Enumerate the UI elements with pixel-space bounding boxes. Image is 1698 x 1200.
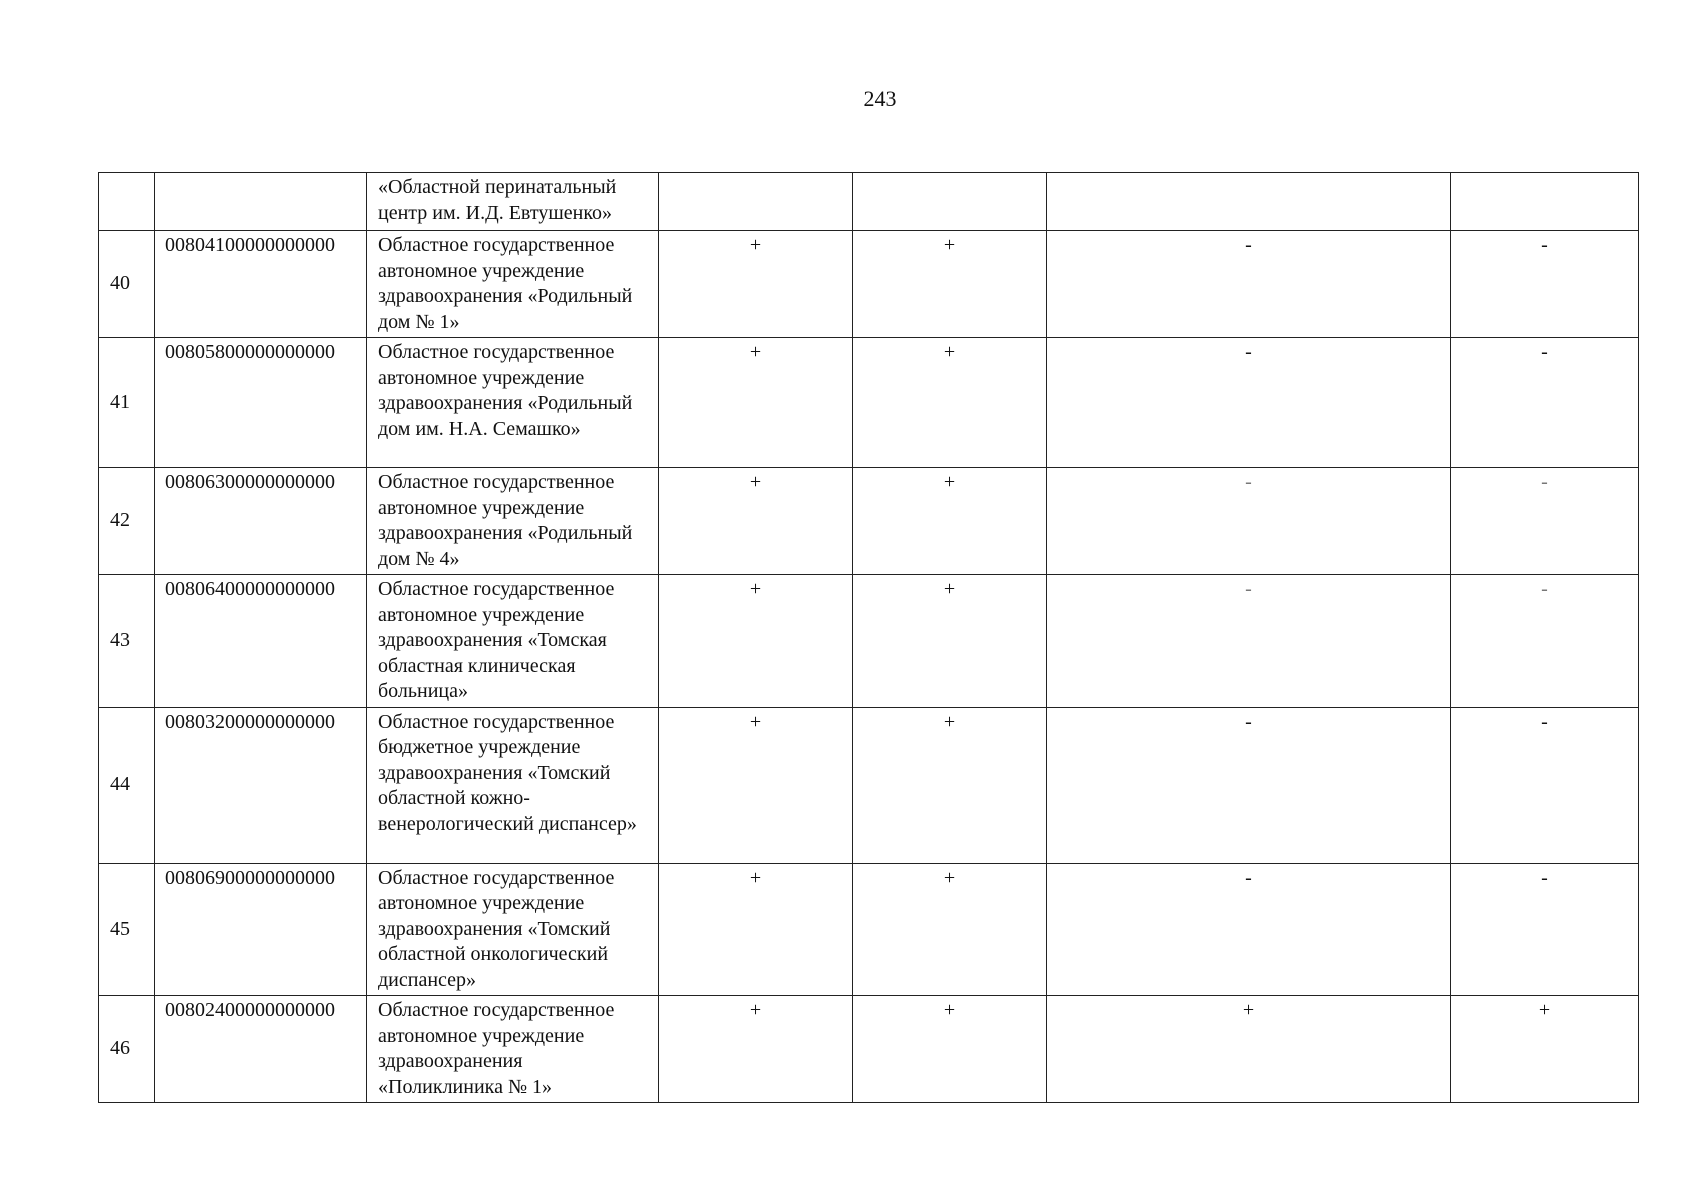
- row-mark-3: -: [1047, 338, 1451, 468]
- row-institution-name: Областное государственное автономное учреждение здравоохранения «Родильный дом № 1»: [367, 231, 659, 338]
- row-mark-1: +: [659, 863, 853, 996]
- row-code: 00806900000000000: [155, 863, 367, 996]
- row-mark-4: -: [1451, 863, 1639, 996]
- row-mark-1: +: [659, 996, 853, 1103]
- row-code: 00805800000000000: [155, 338, 367, 468]
- row-mark-2: +: [853, 338, 1047, 468]
- row-mark-3: -: [1047, 863, 1451, 996]
- row-institution-name: Областное государственное бюджетное учреждение здравоохранения «Томский областной кожно-венерологический диспансер»: [367, 707, 659, 863]
- table-row: [99, 863, 1639, 996]
- row-mark-1: +: [659, 338, 853, 468]
- row-mark-3: +: [1047, 996, 1451, 1103]
- row-mark-4: -: [1451, 707, 1639, 863]
- row-institution-name: «Областной перинатальный центр им. И.Д. Евтушенко»: [367, 173, 659, 231]
- row-number: 44: [99, 707, 155, 863]
- row-institution-name: Областное государственное автономное учреждение здравоохранения «Томская областная клиническая больница»: [367, 575, 659, 708]
- row-mark-4: -: [1451, 575, 1639, 708]
- row-mark-4: +: [1451, 996, 1639, 1103]
- row-mark-2: [853, 173, 1047, 231]
- row-mark-3: -: [1047, 575, 1451, 708]
- row-number: 41: [99, 338, 155, 468]
- row-mark-3: [1047, 173, 1451, 231]
- row-mark-4: -: [1451, 468, 1639, 575]
- row-institution-name: Областное государственное автономное учреждение здравоохранения «Поликлиника № 1»: [367, 996, 659, 1103]
- row-code: [155, 173, 367, 231]
- row-mark-1: +: [659, 468, 853, 575]
- row-mark-4: -: [1451, 231, 1639, 338]
- table-row: [99, 468, 1639, 575]
- row-mark-2: +: [853, 231, 1047, 338]
- row-mark-3: -: [1047, 468, 1451, 575]
- row-mark-2: +: [853, 575, 1047, 708]
- row-code: 00804100000000000: [155, 231, 367, 338]
- row-institution-name: Областное государственное автономное учреждение здравоохранения «Томский областной онкологический диспансер»: [367, 863, 659, 996]
- row-mark-4: -: [1451, 338, 1639, 468]
- table-row: [99, 173, 1639, 231]
- row-number: 45: [99, 863, 155, 996]
- page-number: 243: [863, 86, 897, 111]
- table-row: [99, 575, 1639, 708]
- institutions-table: [98, 172, 1639, 1103]
- row-code: 00803200000000000: [155, 707, 367, 863]
- row-institution-name: Областное государственное автономное учреждение здравоохранения «Родильный дом № 4»: [367, 468, 659, 575]
- row-mark-2: +: [853, 707, 1047, 863]
- row-mark-2: +: [853, 996, 1047, 1103]
- row-code: 00802400000000000: [155, 996, 367, 1103]
- row-mark-1: +: [659, 231, 853, 338]
- table-row: [99, 338, 1639, 468]
- row-number: 40: [99, 231, 155, 338]
- row-mark-4: [1451, 173, 1639, 231]
- row-institution-name: Областное государственное автономное учреждение здравоохранения «Родильный дом им. Н.А. Семашко»: [367, 338, 659, 468]
- row-mark-1: +: [659, 707, 853, 863]
- row-mark-1: [659, 173, 853, 231]
- row-code: 00806400000000000: [155, 575, 367, 708]
- table-row: [99, 231, 1639, 338]
- row-number: 46: [99, 996, 155, 1103]
- row-mark-1: +: [659, 575, 853, 708]
- row-code: 00806300000000000: [155, 468, 367, 575]
- row-number: 43: [99, 575, 155, 708]
- table-row: [99, 707, 1639, 863]
- table-row: [99, 996, 1639, 1103]
- row-mark-3: -: [1047, 231, 1451, 338]
- row-mark-3: -: [1047, 707, 1451, 863]
- row-mark-2: +: [853, 468, 1047, 575]
- row-mark-2: +: [853, 863, 1047, 996]
- row-number: 42: [99, 468, 155, 575]
- row-number: [99, 173, 155, 231]
